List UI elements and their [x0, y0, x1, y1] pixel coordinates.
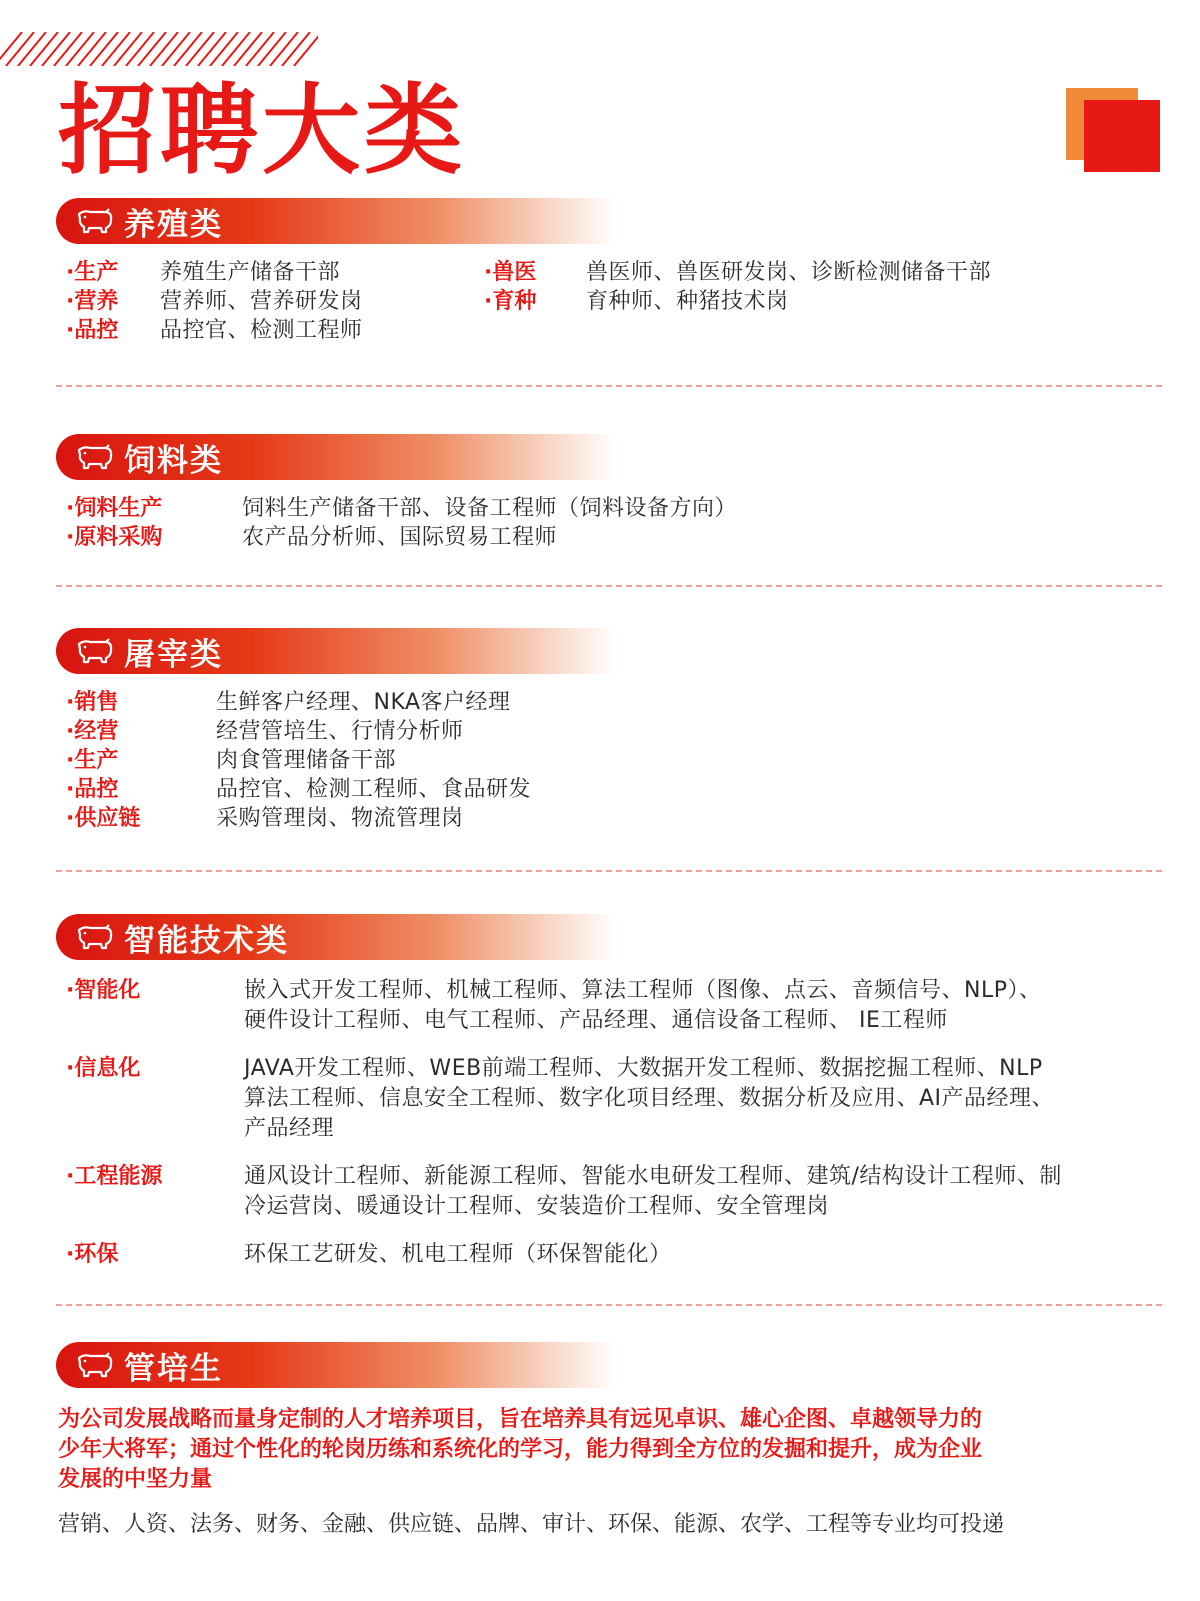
- item-value: 农产品分析师、国际贸易工程师: [242, 525, 558, 550]
- item-value: 营养师、营养研发岗: [160, 289, 363, 314]
- pig-icon: [76, 638, 114, 664]
- section-divider: [56, 1304, 1162, 1306]
- item-label: ·供应链: [66, 806, 141, 831]
- item-value: 经营管培生、行情分析师: [216, 719, 464, 744]
- item-label: ·智能化: [66, 978, 141, 1003]
- item-value: 品控官、检测工程师: [160, 318, 363, 343]
- item-label: ·信息化: [66, 1056, 141, 1081]
- section-title: 智能技术类: [124, 922, 289, 959]
- section-header-management-trainee: [56, 1342, 616, 1388]
- intro-line: 发展的中坚力量: [58, 1467, 213, 1492]
- eligible-majors: 营销、人资、法务、财务、金融、供应链、品牌、审计、环保、能源、农学、工程等专业均可投递: [58, 1512, 1005, 1537]
- item-value: [244, 976, 1041, 1036]
- item-value-line: 冷运营岗、暖通设计工程师、安装造价工程师、安全管理岗: [244, 1194, 830, 1219]
- trainee-intro: [58, 1405, 1168, 1495]
- section-header-feed: [56, 434, 616, 480]
- pig-icon: [76, 1352, 114, 1378]
- pig-icon: [76, 208, 114, 234]
- item-label: ·兽医: [484, 260, 537, 285]
- item-label: ·销售: [66, 690, 119, 715]
- item-value-line: 算法工程师、信息安全工程师、数字化项目经理、数据分析及应用、AI产品经理、: [244, 1086, 1055, 1111]
- section-title: 养殖类: [124, 206, 223, 243]
- item-value: 育种师、种猪技术岗: [586, 289, 789, 314]
- item-label: ·品控: [66, 318, 119, 343]
- item-value-line: 硬件设计工程师、电气工程师、产品经理、通信设备工程师、 IE工程师: [244, 1008, 948, 1033]
- item-label: ·原料采购: [66, 525, 163, 550]
- item-value: [244, 1054, 1054, 1144]
- section-title: 饲料类: [124, 442, 223, 479]
- section-header-slaughter: [56, 628, 616, 674]
- item-label: ·工程能源: [66, 1164, 163, 1189]
- item-label: ·经营: [66, 719, 119, 744]
- item-value: [244, 1240, 672, 1270]
- pig-icon: [76, 444, 114, 470]
- page-title: 招聘大类: [58, 74, 467, 188]
- section-divider: [56, 385, 1162, 387]
- item-label: ·生产: [66, 748, 119, 773]
- section-title: 管培生: [124, 1350, 223, 1387]
- item-value: [244, 1162, 1062, 1222]
- pig-icon: [76, 924, 114, 950]
- item-label: ·品控: [66, 777, 119, 802]
- section-header-smart-tech: [56, 914, 616, 960]
- item-value-line: 嵌入式开发工程师、机械工程师、算法工程师（图像、点云、音频信号、NLP）、: [244, 978, 1042, 1003]
- item-value-line: JAVA开发工程师、WEB前端工程师、大数据开发工程师、数据挖掘工程师、NLP: [244, 1056, 1043, 1081]
- red-square-decoration: [1084, 100, 1160, 172]
- item-value-line: 产品经理: [244, 1116, 335, 1141]
- item-value: 采购管理岗、物流管理岗: [216, 806, 464, 831]
- diagonal-stripes-decoration: [0, 32, 318, 66]
- section-divider: [56, 870, 1162, 872]
- item-label: ·饲料生产: [66, 496, 163, 521]
- item-value: 肉食管理储备干部: [216, 748, 397, 773]
- section-divider: [56, 585, 1162, 587]
- item-label: ·生产: [66, 260, 119, 285]
- item-value-line: 通风设计工程师、新能源工程师、智能水电研发工程师、建筑/结构设计工程师、制: [244, 1164, 1062, 1189]
- item-label: ·环保: [66, 1242, 119, 1267]
- item-value: 生鲜客户经理、NKA客户经理: [216, 690, 511, 715]
- intro-line: 为公司发展战略而量身定制的人才培养项目，旨在培养具有远见卓识、雄心企图、卓越领导力的: [58, 1407, 983, 1432]
- section-header-breeding: [56, 198, 616, 244]
- item-label: ·营养: [66, 289, 119, 314]
- item-value: 品控官、检测工程师、食品研发: [216, 777, 532, 802]
- item-label: ·育种: [484, 289, 537, 314]
- item-value: 兽医师、兽医研发岗、诊断检测储备干部: [586, 260, 992, 285]
- item-value: 养殖生产储备干部: [160, 260, 341, 285]
- intro-line: 少年大将军；通过个性化的轮岗历练和系统化的学习，能力得到全方位的发掘和提升，成为企业: [58, 1437, 983, 1462]
- section-title: 屠宰类: [124, 636, 223, 673]
- item-value: 饲料生产储备干部、设备工程师（饲料设备方向）: [242, 496, 738, 521]
- item-value-line: 环保工艺研发、机电工程师（环保智能化）: [244, 1242, 672, 1267]
